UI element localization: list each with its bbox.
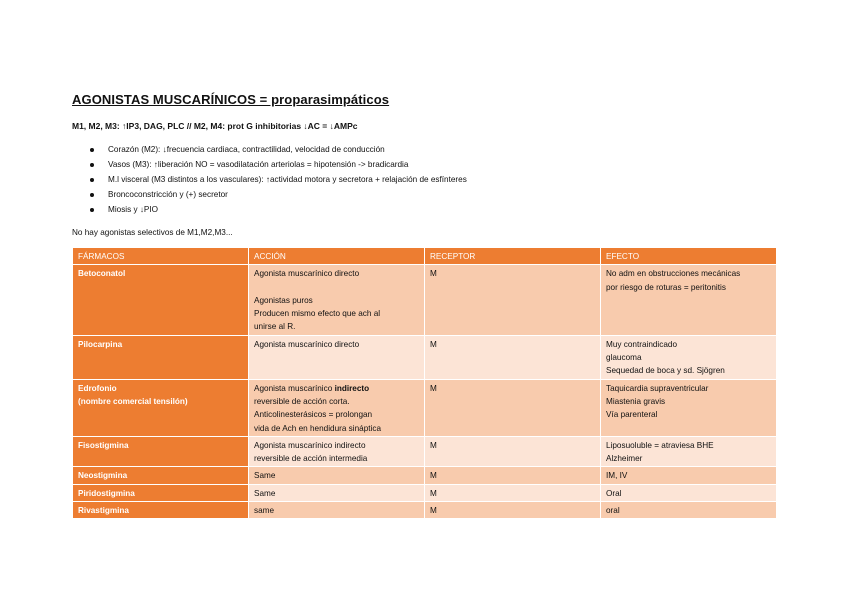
- drug-effect: Liposuoluble = atraviesa BHE Alzheimer: [601, 436, 777, 467]
- header-efecto: EFECTO: [601, 248, 777, 265]
- header-receptor: RECEPTOR: [425, 248, 601, 265]
- list-item: Vasos (M3): ↑liberación NO = vasodilatación arteriolas = hipotensión -> bradicardia: [90, 157, 467, 172]
- header-accion: ACCIÓN: [249, 248, 425, 265]
- drug-effect: Taquicardia supraventricular Miastenia gravis Vía parenteral: [601, 379, 777, 436]
- drug-receptor: M: [425, 502, 601, 519]
- drug-receptor: M: [425, 335, 601, 379]
- drug-effect: Muy contraindicado glaucoma Sequedad de boca y sd. Sjögren: [601, 335, 777, 379]
- drug-action: same: [249, 502, 425, 519]
- table-row: [73, 502, 777, 519]
- table-row: [73, 467, 777, 484]
- effects-list: [90, 142, 467, 217]
- drugs-table: [72, 247, 777, 519]
- drug-receptor: M: [425, 467, 601, 484]
- drug-name: Piridostigmina: [73, 484, 249, 501]
- list-item: Miosis y ↓PIO: [90, 202, 467, 217]
- page-title: AGONISTAS MUSCARÍNICOS = proparasimpáticos: [72, 92, 390, 107]
- table-row: [73, 484, 777, 501]
- table-row: [73, 436, 777, 467]
- drug-effect: No adm en obstrucciones mecánicas por riesgo de roturas = peritonitis: [601, 265, 777, 335]
- drug-action: Agonista muscarínico indirecto reversible de acción corta. Anticolinesterásicos = prolongan vida de Ach en hendidura sináptica: [249, 379, 425, 436]
- note-text: No hay agonistas selectivos de M1,M2,M3...: [72, 228, 233, 237]
- table-row: [73, 335, 777, 379]
- drug-effect: IM, IV: [601, 467, 777, 484]
- bullet-icon: [90, 193, 94, 197]
- list-item: M.l visceral (M3 distintos a los vasculares): ↑actividad motora y secretora + relajación de esfínteres: [90, 172, 467, 187]
- table-header-row: [73, 248, 777, 265]
- drug-receptor: M: [425, 484, 601, 501]
- bullet-icon: [90, 163, 94, 167]
- drug-name: Neostigmina: [73, 467, 249, 484]
- drug-action: Agonista muscarínico indirecto reversible de acción intermedia: [249, 436, 425, 467]
- drug-effect: Oral: [601, 484, 777, 501]
- bullet-icon: [90, 148, 94, 152]
- drug-name: Betoconatol: [73, 265, 249, 335]
- list-item: Broncoconstricción y (+) secretor: [90, 187, 467, 202]
- drug-receptor: M: [425, 379, 601, 436]
- drug-action: Same: [249, 467, 425, 484]
- bullet-icon: [90, 178, 94, 182]
- drug-receptor: M: [425, 265, 601, 335]
- table-row: [73, 265, 777, 335]
- drug-name: Edrofonio (nombre comercial tensilón): [73, 379, 249, 436]
- bullet-icon: [90, 208, 94, 212]
- drug-effect: oral: [601, 502, 777, 519]
- receptor-summary: M1, M2, M3: ↑IP3, DAG, PLC // M2, M4: prot G inhibitorias ↓AC = ↓AMPc: [72, 121, 358, 131]
- list-item: Corazón (M2): ↓frecuencia cardiaca, contractilidad, velocidad de conducción: [90, 142, 467, 157]
- drug-receptor: M: [425, 436, 601, 467]
- drug-name: Fisostigmina: [73, 436, 249, 467]
- table-row: [73, 379, 777, 436]
- drug-name: Rivastigmina: [73, 502, 249, 519]
- drug-action: Same: [249, 484, 425, 501]
- drug-name: Pilocarpina: [73, 335, 249, 379]
- drug-action: Agonista muscarínico directo: [249, 335, 425, 379]
- drug-action: Agonista muscarínico directo Agonistas puros Producen mismo efecto que ach al unirse al R.: [249, 265, 425, 335]
- header-farmacos: FÁRMACOS: [73, 248, 249, 265]
